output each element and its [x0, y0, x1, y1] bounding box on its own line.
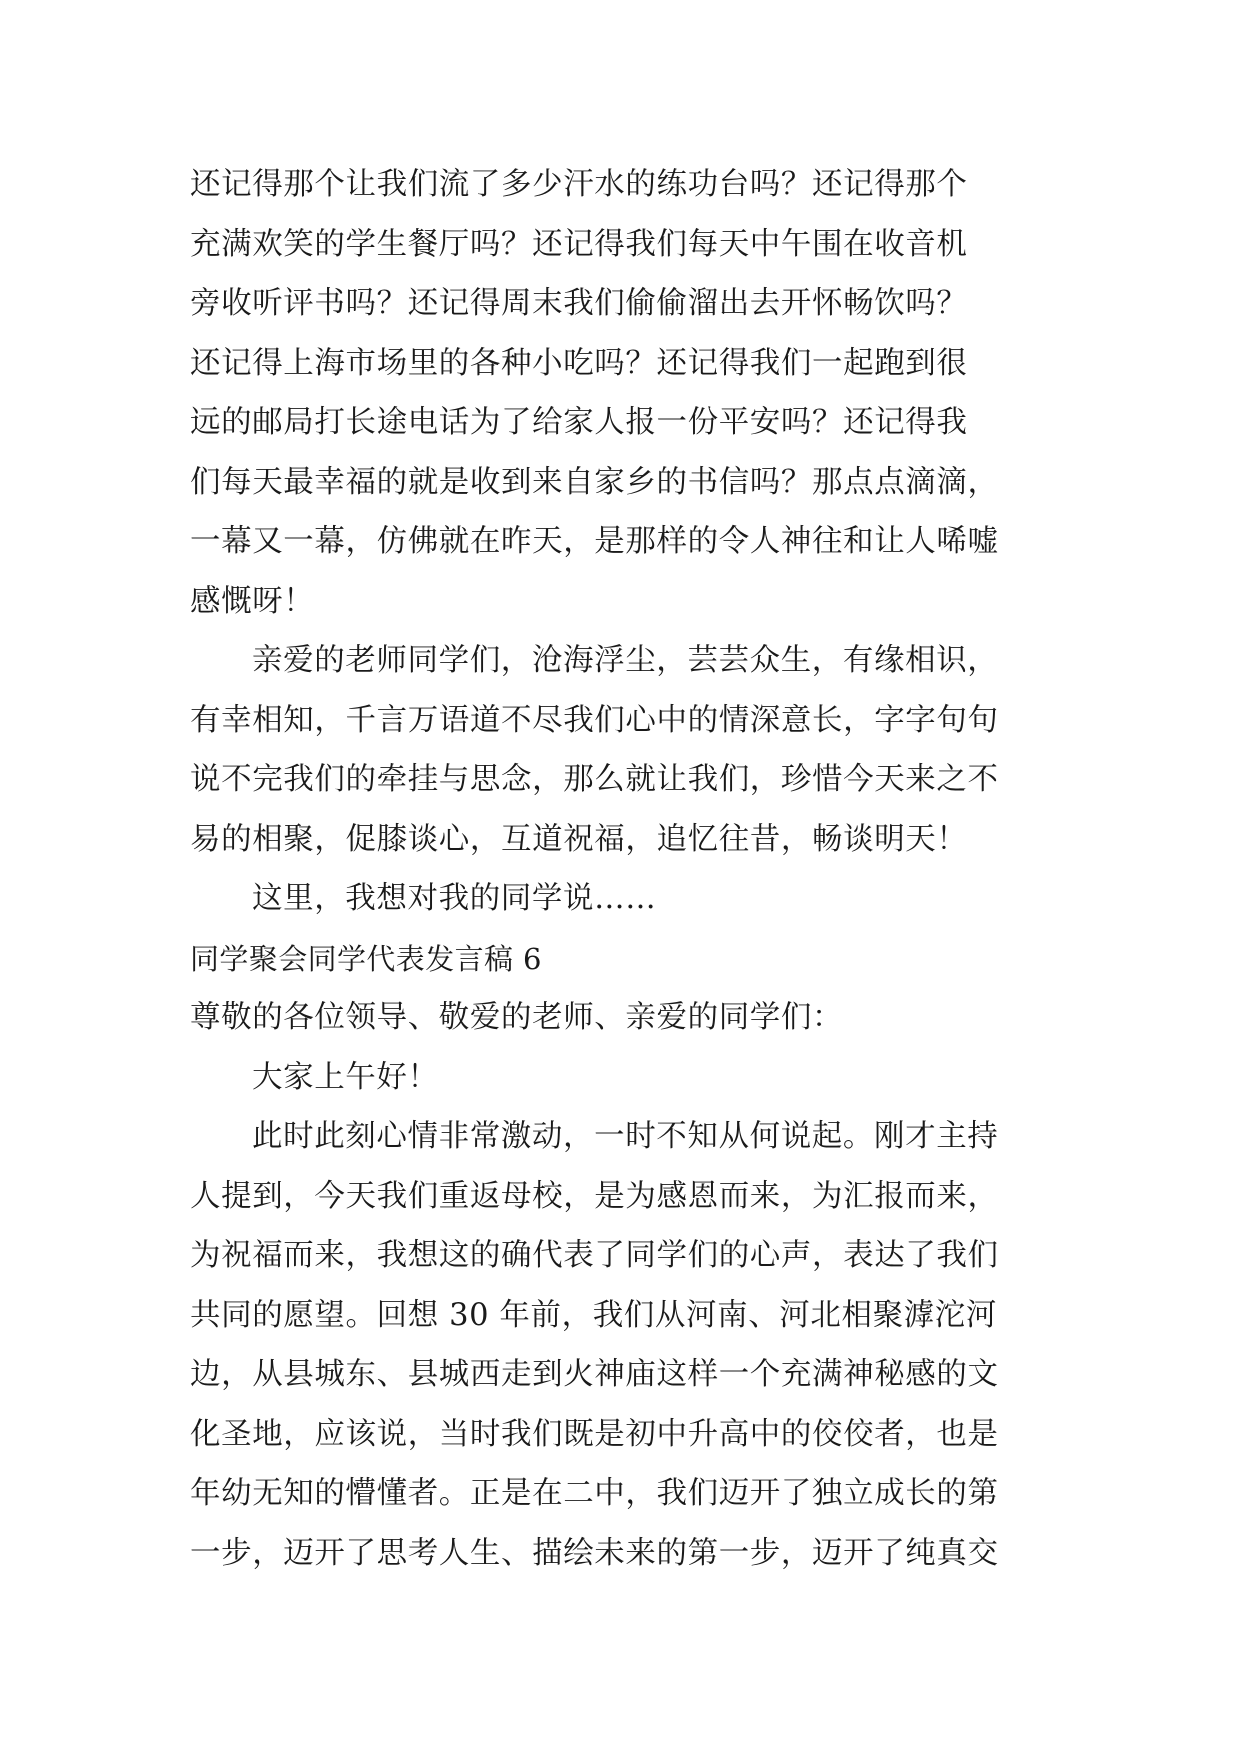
paragraph-line: 共同的愿望。回想 30 年前，我们从河南、河北相聚滹沱河 — [190, 1298, 997, 1333]
paragraph-line: 还记得上海市场里的各种小吃吗？还记得我们一起跑到很 — [190, 346, 968, 381]
paragraph-line: 说不完我们的牵挂与思念，那么就让我们，珍惜今天来之不 — [190, 762, 999, 797]
paragraph-line: 年幼无知的懵懂者。正是在二中，我们迈开了独立成长的第 — [190, 1476, 999, 1511]
paragraph-line: 为祝福而来，我想这的确代表了同学们的心声，表达了我们 — [190, 1238, 999, 1273]
paragraph-line: 旁收听评书吗？还记得周末我们偷偷溜出去开怀畅饮吗？ — [190, 286, 968, 321]
paragraph-line: 边，从县城东、县城西走到火神庙这样一个充满神秘感的文 — [190, 1357, 999, 1392]
salutation: 尊敬的各位领导、敬爱的老师、亲爱的同学们： — [190, 1000, 844, 1035]
paragraph-line: 们每天最幸福的就是收到来自家乡的书信吗？那点点滴滴， — [190, 465, 999, 500]
paragraph-line: 一步，迈开了思考人生、描绘未来的第一步，迈开了纯真交 — [190, 1536, 999, 1571]
paragraph-line: 此时此刻心情非常激动，一时不知从何说起。刚才主持 — [252, 1119, 999, 1154]
paragraph-line: 远的邮局打长途电话为了给家人报一份平安吗？还记得我 — [190, 405, 968, 440]
paragraph-line: 一幕又一幕，仿佛就在昨天，是那样的令人神往和让人唏嘘 — [190, 524, 999, 559]
paragraph-line: 人提到，今天我们重返母校，是为感恩而来，为汇报而来， — [190, 1179, 999, 1214]
paragraph-line: 亲爱的老师同学们，沧海浮尘，芸芸众生，有缘相识， — [252, 643, 999, 678]
paragraph-line: 感慨呀！ — [190, 584, 315, 619]
paragraph-line: 易的相聚，促膝谈心，互道祝福，追忆往昔，畅谈明天！ — [190, 822, 968, 857]
greeting: 大家上午好！ — [252, 1060, 439, 1095]
paragraph-line: 有幸相知，千言万语道不尽我们心中的情深意长，字字句句 — [190, 703, 999, 738]
paragraph-line: 化圣地，应该说，当时我们既是初中升高中的佼佼者，也是 — [190, 1417, 999, 1452]
section-title: 同学聚会同学代表发言稿 6 — [190, 942, 542, 976]
paragraph-line: 还记得那个让我们流了多少汗水的练功台吗？还记得那个 — [190, 167, 968, 202]
paragraph-line: 充满欢笑的学生餐厅吗？还记得我们每天中午围在收音机 — [190, 227, 968, 262]
paragraph-line: 这里，我想对我的同学说…… — [252, 881, 657, 916]
